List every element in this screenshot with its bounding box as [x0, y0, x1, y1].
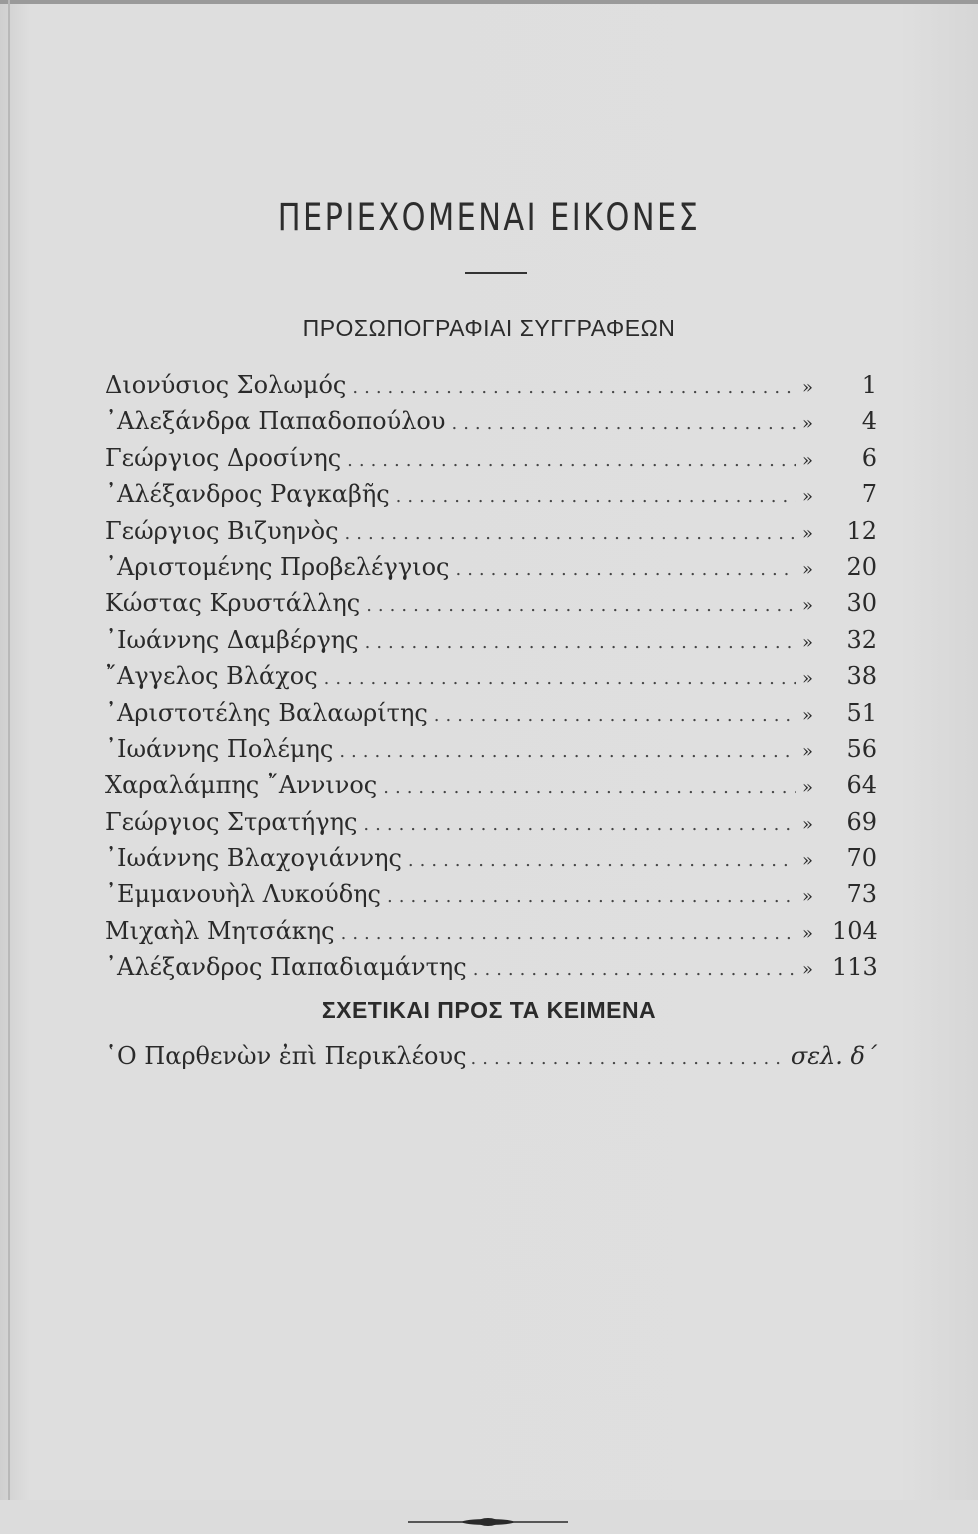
list-item: [105, 476, 877, 512]
entry-page: 113: [832, 953, 878, 982]
ditto-mark: »: [802, 558, 814, 580]
entry-page: 6: [861, 443, 877, 472]
page-spine-edge: [8, 0, 10, 1500]
list-item: [105, 804, 877, 840]
ditto-mark: »: [802, 413, 814, 435]
ornamental-divider: [408, 1510, 568, 1534]
ditto-mark: »: [802, 595, 814, 617]
list-item: [105, 695, 877, 731]
ditto-mark: »: [802, 704, 814, 726]
entry-page: 12: [846, 516, 877, 545]
entry-page: 38: [846, 662, 877, 691]
entry-name: Χαραλάμπης ῎Αννινος: [105, 771, 378, 800]
entry-name: ᾿Ιωάννης Δαμβέργης: [105, 625, 359, 654]
list-item: [105, 585, 877, 621]
entry-name: ᾿Αλεξάνδρα Παπαδοπούλου: [105, 407, 446, 436]
entry-name: ᾿Ιωάννης Πολέμης: [105, 734, 334, 763]
entry-name: ῎Αγγελος Βλάχος: [105, 662, 318, 691]
entry-page: 30: [846, 589, 877, 618]
dot-leader: [471, 1041, 787, 1077]
ditto-mark: »: [802, 522, 814, 544]
dot-leader: [396, 479, 796, 515]
ditto-mark: »: [802, 449, 814, 471]
dot-leader: [387, 879, 796, 915]
entry-page: 1: [861, 371, 877, 399]
entry-page: 7: [861, 480, 877, 509]
list-item: [105, 440, 877, 476]
dot-leader: [408, 843, 796, 879]
dot-leader: [434, 698, 796, 734]
page-title: ΠΕΡΙΕΧΟΜΕΝΑΙ ΕΙΚΟΝΕΣ: [277, 196, 701, 239]
ditto-mark: »: [802, 740, 814, 762]
entry-name: Γεώργιος Δροσίνης: [105, 443, 342, 472]
entry-page: 73: [846, 880, 877, 909]
dot-leader: [366, 588, 796, 624]
title-divider: [465, 272, 527, 274]
list-item: [105, 913, 877, 949]
entry-name: ᾿Αλέξανδρος Ραγκαβῆς: [105, 480, 390, 509]
entry-page: 70: [846, 844, 877, 873]
related-entry-name: ῾Ο Παρθενὼν ἐπὶ Περικλέους: [105, 1042, 467, 1070]
entry-page: 4: [861, 407, 877, 436]
entry-name: ᾿Εμμανουὴλ Λυκούδης: [105, 880, 381, 909]
dot-leader: [339, 734, 796, 770]
ditto-mark: »: [802, 886, 814, 908]
list-item: [105, 876, 877, 912]
entry-page: 64: [846, 771, 877, 800]
ditto-mark: »: [802, 377, 814, 398]
entry-name: Μιχαὴλ Μητσάκης: [105, 916, 335, 945]
dot-leader: [347, 443, 796, 479]
section-heading-portraits: ΠΡΟΣΩΠΟΓΡΑΦΙΑΙ ΣΥΓΓΡΑΦΕΩΝ: [302, 315, 676, 341]
list-item: [105, 731, 877, 767]
ditto-mark: »: [802, 922, 814, 944]
ditto-mark: »: [802, 813, 814, 835]
list-item: [105, 767, 877, 803]
list-item: [105, 949, 877, 985]
dot-leader: [363, 807, 796, 843]
entry-name: ᾿Αριστομένης Προβελέγγιος: [105, 552, 450, 581]
list-item: [105, 549, 877, 585]
list-item: [105, 513, 877, 549]
related-entry: [105, 1038, 877, 1077]
portraits-list: [105, 367, 877, 986]
dot-leader: [451, 406, 796, 442]
entry-page: 69: [846, 807, 877, 836]
dot-leader: [341, 916, 796, 952]
ditto-mark: »: [802, 959, 814, 981]
page-top-edge: [0, 0, 978, 4]
dot-leader: [324, 661, 796, 697]
dot-leader: [455, 552, 796, 588]
list-item: [105, 622, 877, 658]
list-item: [105, 403, 877, 439]
entry-page: 104: [832, 916, 878, 945]
entry-name: ᾿Αριστοτέλης Βαλαωρίτης: [105, 698, 428, 727]
dot-leader: [473, 952, 796, 988]
entry-name: Κώστας Κρυστάλλης: [105, 589, 361, 618]
entry-name: ᾿Ιωάννης Βλαχογιάννης: [105, 844, 402, 873]
dot-leader: [383, 770, 796, 806]
entry-name: Γεώργιος Βιζυηνὸς: [105, 516, 339, 545]
ditto-mark: »: [802, 631, 814, 653]
ditto-mark: »: [802, 486, 814, 508]
section-heading-related: ΣΧΕΤΙΚΑΙ ΠΡΟΣ ΤΑ ΚΕΙΜΕΝΑ: [321, 997, 657, 1023]
list-item: [105, 658, 877, 694]
ditto-mark: »: [802, 777, 814, 799]
entry-name: ᾿Αλέξανδρος Παπαδιαμάντης: [105, 953, 467, 982]
entry-page: 32: [846, 625, 877, 654]
list-item: [105, 840, 877, 876]
entry-page: 56: [846, 734, 877, 763]
ditto-mark: »: [802, 668, 814, 690]
entry-page: 20: [846, 552, 877, 581]
related-entry-page: σελ. δ΄: [790, 1042, 877, 1070]
dot-leader: [352, 370, 796, 406]
entry-name: Γεώργιος Στρατήγης: [105, 807, 358, 836]
dot-leader: [365, 625, 796, 661]
list-item: [105, 367, 877, 403]
entry-page: 51: [846, 698, 877, 727]
dot-leader: [345, 516, 796, 552]
entry-name: Διονύσιος Σολωμός: [105, 371, 347, 399]
ditto-mark: »: [802, 850, 814, 872]
